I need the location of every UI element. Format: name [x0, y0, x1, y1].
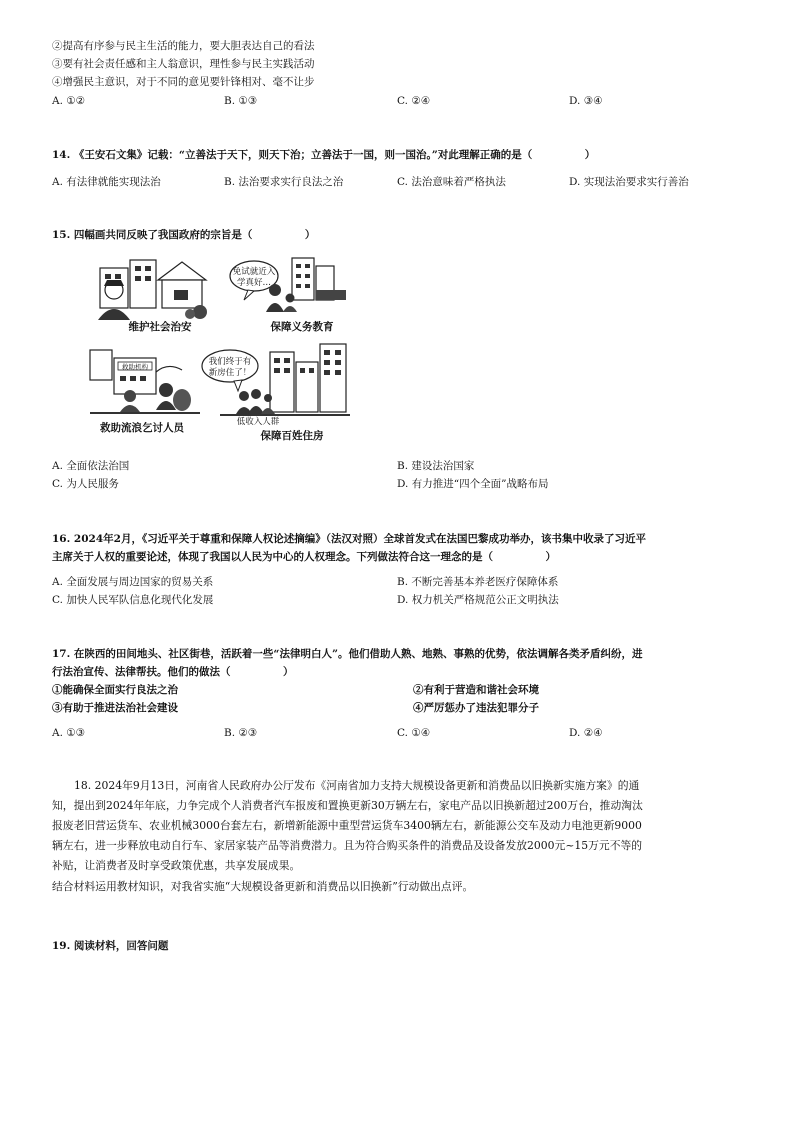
q13-option-c[interactable]: C. ②④	[397, 95, 431, 107]
caption-education: 保障义务教育	[270, 321, 334, 333]
q16-option-c[interactable]: C. 加快人民军队信息化现代化发展	[52, 594, 214, 606]
q18-task: 结合材料运用教材知识，对我省实施“大规模设备更新和消费品以旧换新”行动做出点评。	[52, 880, 474, 893]
q18-line5: 补贴，让消费者及时享受政策优惠，共享发展成果。	[52, 859, 301, 872]
q14-option-a[interactable]: A. 有法律就能实现法治	[52, 176, 161, 188]
panel-homeless-aid	[90, 350, 200, 434]
q17-item-3: ③有助于推进法治社会建设	[52, 702, 178, 714]
sign-shelter: 救助机构	[122, 363, 148, 371]
q18-line4: 辆左右，进一步释放电动自行车、家居家装产品等消费潜力。且为符合购买条件的消费品及设备发放2000元~15万元不等的	[52, 839, 643, 852]
bubble-school-line1: 免试就近入	[232, 267, 276, 277]
q15-option-b[interactable]: B. 建设法治国家	[397, 460, 475, 472]
q13-option-d[interactable]: D. ③④	[569, 95, 603, 107]
q19-stem: 19. 阅读材料，回答问题	[52, 940, 169, 952]
q15-option-a[interactable]: A. 全面依法治国	[52, 460, 130, 472]
panel-housing	[202, 344, 350, 442]
q14-option-b[interactable]: B. 法治要求实行良法之治	[224, 176, 344, 188]
q13-item-2: ②提高有序参与民主生活的能力，要大胆表达自己的看法	[52, 40, 315, 52]
q16-option-b[interactable]: B. 不断完善基本养老医疗保障体系	[397, 576, 559, 588]
q17-item-1: ①能确保全面实行良法之治	[52, 684, 178, 696]
q17-option-c[interactable]: C. ①④	[397, 727, 431, 739]
label-low-income: 低收入人群	[236, 417, 280, 427]
q18-line3: 报废老旧营运货车、农业机械3000台套左右，新增新能源中重型营运货车3400辆左右，新能源公交车及动力电池更新9000	[52, 819, 642, 832]
bubble-house-line1: 我们终于有	[208, 357, 252, 367]
q17-item-4: ④严厉惩办了违法犯罪分子	[413, 702, 539, 714]
q14-option-c[interactable]: C. 法治意味着严格执法	[397, 176, 506, 188]
q17-item-2: ②有利于营造和谐社会环境	[413, 684, 539, 696]
q15-stem: 15. 四幅画共同反映了我国政府的宗旨是（ ）	[52, 229, 316, 241]
q16-option-a[interactable]: A. 全面发展与周边国家的贸易关系	[52, 576, 214, 588]
q14-option-d[interactable]: D. 实现法治要求实行善治	[569, 176, 689, 188]
q16-option-d[interactable]: D. 权力机关严格规范公正文明执法	[397, 594, 559, 606]
q16-stem-line1: 16. 2024年2月，《习近平关于尊重和保障人权论述摘编》（法汉对照）全球首发式在法国巴黎成功举办，该书集中收录了习近平	[52, 533, 646, 545]
q15-option-d[interactable]: D. 有力推进“四个全面”战略布局	[397, 478, 549, 490]
q18-line1: 18. 2024年9月13日，河南省人民政府办公厅发布《河南省加力支持大规模设备更新和消费品以旧换新实施方案》的通	[74, 779, 640, 792]
q15-option-c[interactable]: C. 为人民服务	[52, 478, 119, 490]
q17-stem-line1: 17. 在陕西的田间地头、社区街巷，活跃着一些“法律明白人”。他们借助人熟、地熟、事熟的优势，依法调解各类矛盾纠纷，进	[52, 648, 643, 660]
caption-public-security: 维护社会治安	[128, 321, 192, 333]
panel-education	[230, 258, 346, 333]
q13-option-a[interactable]: A. ①②	[52, 95, 86, 107]
q13-option-b[interactable]: B. ①③	[224, 95, 258, 107]
bubble-house-line2: 新房住了！	[208, 368, 252, 378]
q17-option-a[interactable]: A. ①③	[52, 727, 86, 739]
q15-illustration	[70, 250, 360, 446]
q13-item-3: ③要有社会责任感和主人翁意识，理性参与民主实践活动	[52, 58, 315, 70]
panel-public-security	[98, 260, 207, 333]
q18-line2: 知，提出到2024年年底，力争完成个人消费者汽车报废和置换更新30万辆左右，家电产品以旧换新超过200万台，推动淘汰	[52, 799, 643, 812]
caption-homeless-aid: 救助流浪乞讨人员	[100, 422, 184, 434]
bubble-school-line2: 学真好…	[236, 278, 272, 288]
caption-housing: 保障百姓住房	[260, 430, 324, 442]
q14-stem: 14. 《王安石文集》记载：“立善法于天下，则天下治；立善法于一国，则一国治。”对此理解正确的是（ ）	[52, 149, 596, 161]
q17-option-d[interactable]: D. ②④	[569, 727, 603, 739]
q16-stem-line2: 主席关于人权的重要论述，体现了我国以人民为中心的人权理念。下列做法符合这一理念的是（ ）	[52, 551, 556, 563]
q17-option-b[interactable]: B. ②③	[224, 727, 258, 739]
q13-item-4: ④增强民主意识，对于不同的意见要针锋相对、毫不让步	[52, 76, 315, 88]
q17-stem-line2: 行法治宣传、法律帮扶。他们的做法（ ）	[52, 666, 294, 678]
